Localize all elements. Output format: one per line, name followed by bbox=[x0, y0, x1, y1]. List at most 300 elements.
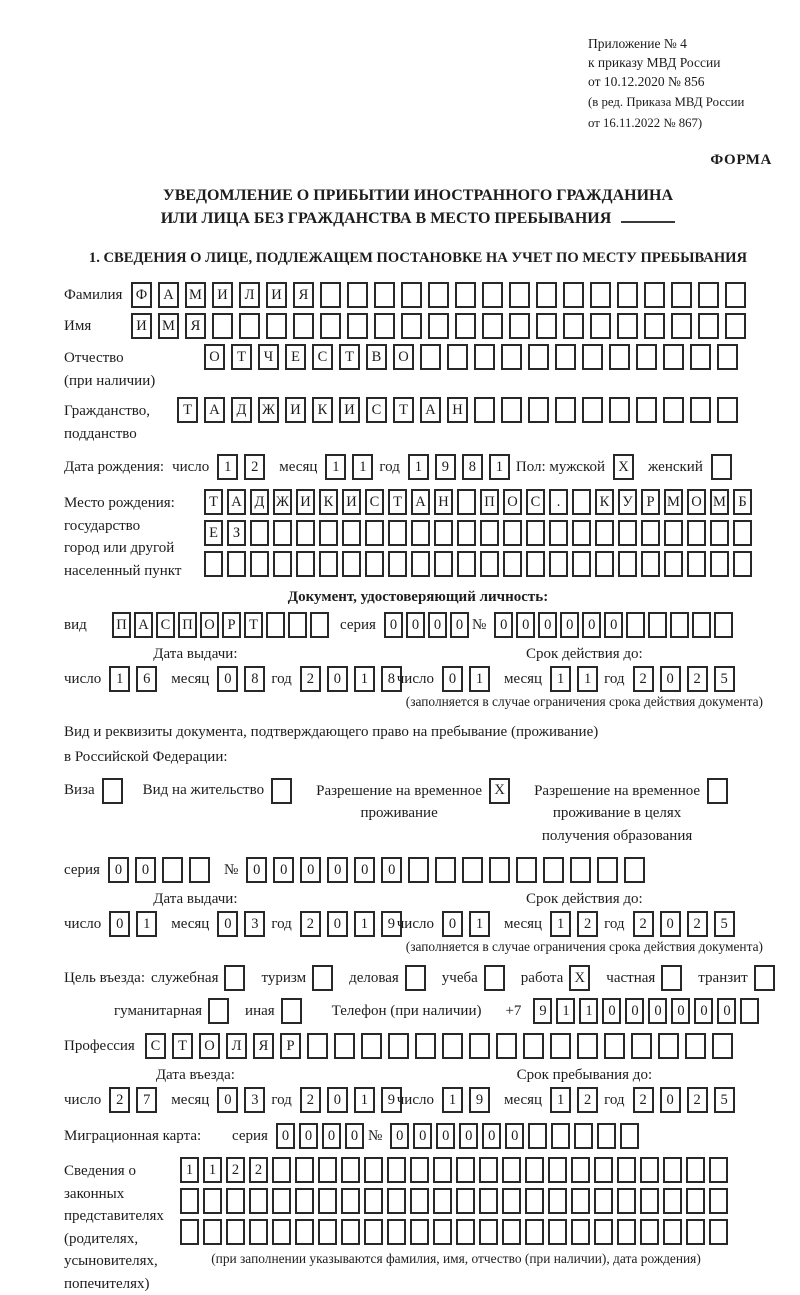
char-cell[interactable] bbox=[528, 397, 549, 423]
char-cell[interactable] bbox=[502, 1219, 521, 1245]
char-cell[interactable] bbox=[555, 344, 576, 370]
char-cell[interactable]: 0 bbox=[390, 1123, 409, 1149]
char-cell[interactable] bbox=[433, 1219, 452, 1245]
char-cell[interactable] bbox=[415, 1033, 436, 1059]
char-cell[interactable] bbox=[717, 344, 738, 370]
char-cell[interactable]: 0 bbox=[108, 857, 129, 883]
char-cell[interactable] bbox=[509, 313, 530, 339]
char-cell[interactable] bbox=[572, 489, 591, 515]
char-cell[interactable]: М bbox=[710, 489, 729, 515]
char-cell[interactable] bbox=[180, 1219, 199, 1245]
char-cell[interactable] bbox=[526, 551, 545, 577]
char-cell[interactable] bbox=[502, 1188, 521, 1214]
char-cell[interactable]: К bbox=[595, 489, 614, 515]
char-cell[interactable]: Н bbox=[434, 489, 453, 515]
char-cell[interactable] bbox=[411, 551, 430, 577]
checkbox-cell[interactable] bbox=[405, 965, 426, 991]
char-cell[interactable]: 9 bbox=[381, 1087, 402, 1113]
char-cell[interactable]: 2 bbox=[577, 1087, 598, 1113]
char-cell[interactable] bbox=[640, 1219, 659, 1245]
char-cell[interactable]: Е bbox=[204, 520, 223, 546]
char-cell[interactable]: 2 bbox=[300, 1087, 321, 1113]
char-cell[interactable]: 2 bbox=[300, 911, 321, 937]
char-cell[interactable] bbox=[525, 1157, 544, 1183]
char-cell[interactable] bbox=[474, 344, 495, 370]
char-cell[interactable] bbox=[571, 1188, 590, 1214]
char-cell[interactable] bbox=[710, 520, 729, 546]
char-cell[interactable]: 2 bbox=[633, 911, 654, 937]
char-cell[interactable] bbox=[536, 282, 557, 308]
char-cell[interactable]: 2 bbox=[687, 1087, 708, 1113]
char-cell[interactable]: 1 bbox=[469, 666, 490, 692]
char-cell[interactable] bbox=[570, 857, 591, 883]
char-cell[interactable]: 0 bbox=[354, 857, 375, 883]
char-cell[interactable]: 9 bbox=[435, 454, 456, 480]
char-cell[interactable] bbox=[597, 1123, 616, 1149]
char-cell[interactable] bbox=[525, 1219, 544, 1245]
char-cell[interactable] bbox=[709, 1157, 728, 1183]
char-cell[interactable]: О bbox=[204, 344, 225, 370]
char-cell[interactable]: О bbox=[503, 489, 522, 515]
char-cell[interactable]: 3 bbox=[244, 911, 265, 937]
char-cell[interactable]: 0 bbox=[345, 1123, 364, 1149]
char-cell[interactable]: Т bbox=[231, 344, 252, 370]
char-cell[interactable] bbox=[387, 1219, 406, 1245]
char-cell[interactable]: 1 bbox=[217, 454, 238, 480]
char-cell[interactable]: А bbox=[204, 397, 225, 423]
char-cell[interactable] bbox=[548, 1188, 567, 1214]
char-cell[interactable] bbox=[740, 998, 759, 1024]
char-cell[interactable]: О bbox=[393, 344, 414, 370]
char-cell[interactable] bbox=[272, 1188, 291, 1214]
char-cell[interactable]: 8 bbox=[381, 666, 402, 692]
char-cell[interactable]: 0 bbox=[327, 1087, 348, 1113]
char-cell[interactable] bbox=[712, 1033, 733, 1059]
char-cell[interactable] bbox=[664, 520, 683, 546]
char-cell[interactable] bbox=[469, 1033, 490, 1059]
char-cell[interactable] bbox=[320, 313, 341, 339]
char-cell[interactable]: 0 bbox=[217, 666, 238, 692]
char-cell[interactable]: А bbox=[420, 397, 441, 423]
char-cell[interactable] bbox=[692, 612, 711, 638]
char-cell[interactable]: Н bbox=[447, 397, 468, 423]
char-cell[interactable] bbox=[456, 1188, 475, 1214]
char-cell[interactable]: 0 bbox=[450, 612, 469, 638]
char-cell[interactable]: М bbox=[664, 489, 683, 515]
char-cell[interactable] bbox=[226, 1219, 245, 1245]
char-cell[interactable]: Т bbox=[339, 344, 360, 370]
char-cell[interactable]: 0 bbox=[217, 1087, 238, 1113]
char-cell[interactable]: Р bbox=[641, 489, 660, 515]
char-cell[interactable] bbox=[266, 313, 287, 339]
char-cell[interactable] bbox=[617, 1157, 636, 1183]
char-cell[interactable]: Т bbox=[388, 489, 407, 515]
char-cell[interactable]: И bbox=[342, 489, 361, 515]
char-cell[interactable]: 0 bbox=[660, 1087, 681, 1113]
char-cell[interactable] bbox=[709, 1188, 728, 1214]
char-cell[interactable] bbox=[631, 1033, 652, 1059]
char-cell[interactable]: С bbox=[365, 489, 384, 515]
char-cell[interactable]: . bbox=[549, 489, 568, 515]
char-cell[interactable] bbox=[582, 344, 603, 370]
checkbox-cell[interactable]: X bbox=[569, 965, 590, 991]
char-cell[interactable] bbox=[620, 1123, 639, 1149]
char-cell[interactable]: 0 bbox=[428, 612, 447, 638]
char-cell[interactable] bbox=[295, 1219, 314, 1245]
char-cell[interactable]: 0 bbox=[384, 612, 403, 638]
char-cell[interactable]: 0 bbox=[648, 998, 667, 1024]
char-cell[interactable] bbox=[480, 520, 499, 546]
char-cell[interactable] bbox=[365, 520, 384, 546]
char-cell[interactable]: К bbox=[312, 397, 333, 423]
char-cell[interactable]: 2 bbox=[244, 454, 265, 480]
char-cell[interactable] bbox=[347, 313, 368, 339]
char-cell[interactable]: О bbox=[199, 1033, 220, 1059]
char-cell[interactable] bbox=[374, 313, 395, 339]
char-cell[interactable]: 6 bbox=[136, 666, 157, 692]
char-cell[interactable] bbox=[595, 551, 614, 577]
char-cell[interactable]: 0 bbox=[436, 1123, 455, 1149]
char-cell[interactable]: Р bbox=[280, 1033, 301, 1059]
char-cell[interactable]: 2 bbox=[687, 666, 708, 692]
char-cell[interactable] bbox=[617, 1188, 636, 1214]
char-cell[interactable]: И bbox=[339, 397, 360, 423]
char-cell[interactable]: А bbox=[158, 282, 179, 308]
char-cell[interactable] bbox=[293, 313, 314, 339]
char-cell[interactable]: 0 bbox=[442, 666, 463, 692]
char-cell[interactable]: Б bbox=[733, 489, 752, 515]
char-cell[interactable] bbox=[442, 1033, 463, 1059]
char-cell[interactable] bbox=[516, 857, 537, 883]
char-cell[interactable] bbox=[456, 1157, 475, 1183]
char-cell[interactable]: 0 bbox=[671, 998, 690, 1024]
char-cell[interactable] bbox=[455, 313, 476, 339]
char-cell[interactable] bbox=[428, 282, 449, 308]
char-cell[interactable]: 2 bbox=[633, 1087, 654, 1113]
char-cell[interactable] bbox=[456, 1219, 475, 1245]
char-cell[interactable] bbox=[624, 857, 645, 883]
char-cell[interactable]: 5 bbox=[714, 666, 735, 692]
char-cell[interactable] bbox=[571, 1157, 590, 1183]
char-cell[interactable]: М bbox=[158, 313, 179, 339]
char-cell[interactable] bbox=[374, 282, 395, 308]
char-cell[interactable] bbox=[401, 313, 422, 339]
char-cell[interactable] bbox=[617, 1219, 636, 1245]
char-cell[interactable] bbox=[342, 551, 361, 577]
char-cell[interactable] bbox=[296, 520, 315, 546]
char-cell[interactable]: 9 bbox=[469, 1087, 490, 1113]
char-cell[interactable]: 2 bbox=[687, 911, 708, 937]
checkbox-cell[interactable] bbox=[271, 778, 292, 804]
char-cell[interactable]: 0 bbox=[717, 998, 736, 1024]
char-cell[interactable]: 1 bbox=[354, 666, 375, 692]
char-cell[interactable] bbox=[597, 857, 618, 883]
char-cell[interactable]: 2 bbox=[249, 1157, 268, 1183]
char-cell[interactable] bbox=[685, 1033, 706, 1059]
char-cell[interactable] bbox=[239, 313, 260, 339]
char-cell[interactable]: 1 bbox=[352, 454, 373, 480]
char-cell[interactable] bbox=[582, 397, 603, 423]
char-cell[interactable]: 1 bbox=[489, 454, 510, 480]
char-cell[interactable]: Р bbox=[222, 612, 241, 638]
char-cell[interactable] bbox=[388, 1033, 409, 1059]
char-cell[interactable]: Т bbox=[244, 612, 263, 638]
char-cell[interactable]: С bbox=[526, 489, 545, 515]
char-cell[interactable] bbox=[550, 1033, 571, 1059]
char-cell[interactable] bbox=[341, 1219, 360, 1245]
char-cell[interactable]: 1 bbox=[354, 911, 375, 937]
char-cell[interactable]: 2 bbox=[226, 1157, 245, 1183]
char-cell[interactable] bbox=[618, 551, 637, 577]
char-cell[interactable]: С bbox=[366, 397, 387, 423]
char-cell[interactable] bbox=[388, 520, 407, 546]
char-cell[interactable]: 0 bbox=[273, 857, 294, 883]
char-cell[interactable] bbox=[698, 313, 719, 339]
char-cell[interactable]: Ч bbox=[258, 344, 279, 370]
char-cell[interactable]: 1 bbox=[469, 911, 490, 937]
char-cell[interactable] bbox=[203, 1219, 222, 1245]
char-cell[interactable] bbox=[364, 1157, 383, 1183]
char-cell[interactable] bbox=[686, 1219, 705, 1245]
char-cell[interactable] bbox=[525, 1188, 544, 1214]
char-cell[interactable]: 1 bbox=[180, 1157, 199, 1183]
char-cell[interactable] bbox=[273, 551, 292, 577]
char-cell[interactable]: Ф bbox=[131, 282, 152, 308]
char-cell[interactable] bbox=[717, 397, 738, 423]
checkbox-cell[interactable] bbox=[208, 998, 229, 1024]
char-cell[interactable] bbox=[435, 857, 456, 883]
char-cell[interactable] bbox=[690, 344, 711, 370]
char-cell[interactable]: 0 bbox=[300, 857, 321, 883]
char-cell[interactable]: 0 bbox=[625, 998, 644, 1024]
char-cell[interactable] bbox=[725, 282, 746, 308]
char-cell[interactable] bbox=[572, 520, 591, 546]
char-cell[interactable] bbox=[686, 1188, 705, 1214]
char-cell[interactable]: 0 bbox=[135, 857, 156, 883]
char-cell[interactable]: А bbox=[411, 489, 430, 515]
char-cell[interactable] bbox=[307, 1033, 328, 1059]
char-cell[interactable] bbox=[489, 857, 510, 883]
char-cell[interactable]: 1 bbox=[577, 666, 598, 692]
char-cell[interactable] bbox=[411, 520, 430, 546]
char-cell[interactable] bbox=[347, 282, 368, 308]
char-cell[interactable]: Д bbox=[250, 489, 269, 515]
char-cell[interactable] bbox=[250, 520, 269, 546]
char-cell[interactable] bbox=[617, 282, 638, 308]
char-cell[interactable]: 0 bbox=[327, 857, 348, 883]
char-cell[interactable] bbox=[636, 397, 657, 423]
char-cell[interactable]: 1 bbox=[136, 911, 157, 937]
char-cell[interactable] bbox=[310, 612, 329, 638]
char-cell[interactable] bbox=[457, 551, 476, 577]
char-cell[interactable] bbox=[447, 344, 468, 370]
char-cell[interactable] bbox=[594, 1157, 613, 1183]
char-cell[interactable]: 0 bbox=[246, 857, 267, 883]
char-cell[interactable] bbox=[658, 1033, 679, 1059]
char-cell[interactable]: С bbox=[312, 344, 333, 370]
char-cell[interactable] bbox=[420, 344, 441, 370]
char-cell[interactable] bbox=[618, 520, 637, 546]
char-cell[interactable] bbox=[410, 1219, 429, 1245]
char-cell[interactable]: И bbox=[266, 282, 287, 308]
char-cell[interactable]: 1 bbox=[203, 1157, 222, 1183]
checkbox-cell[interactable] bbox=[102, 778, 123, 804]
char-cell[interactable] bbox=[365, 551, 384, 577]
char-cell[interactable]: 0 bbox=[505, 1123, 524, 1149]
char-cell[interactable]: Ж bbox=[273, 489, 292, 515]
char-cell[interactable] bbox=[433, 1157, 452, 1183]
char-cell[interactable] bbox=[670, 612, 689, 638]
char-cell[interactable] bbox=[501, 344, 522, 370]
char-cell[interactable]: 1 bbox=[325, 454, 346, 480]
char-cell[interactable] bbox=[318, 1157, 337, 1183]
char-cell[interactable] bbox=[249, 1188, 268, 1214]
char-cell[interactable] bbox=[295, 1157, 314, 1183]
char-cell[interactable] bbox=[334, 1033, 355, 1059]
char-cell[interactable]: Т bbox=[204, 489, 223, 515]
char-cell[interactable] bbox=[341, 1188, 360, 1214]
char-cell[interactable] bbox=[526, 520, 545, 546]
char-cell[interactable]: 0 bbox=[694, 998, 713, 1024]
char-cell[interactable] bbox=[272, 1157, 291, 1183]
char-cell[interactable]: А bbox=[227, 489, 246, 515]
char-cell[interactable] bbox=[204, 551, 223, 577]
char-cell[interactable] bbox=[288, 612, 307, 638]
checkbox-cell[interactable] bbox=[754, 965, 775, 991]
char-cell[interactable] bbox=[501, 397, 522, 423]
checkbox-cell[interactable] bbox=[312, 965, 333, 991]
checkbox-cell[interactable] bbox=[224, 965, 245, 991]
checkbox-cell[interactable] bbox=[661, 965, 682, 991]
char-cell[interactable] bbox=[663, 397, 684, 423]
char-cell[interactable]: П bbox=[480, 489, 499, 515]
char-cell[interactable] bbox=[663, 1219, 682, 1245]
char-cell[interactable]: З bbox=[227, 520, 246, 546]
char-cell[interactable] bbox=[636, 344, 657, 370]
char-cell[interactable] bbox=[543, 857, 564, 883]
char-cell[interactable] bbox=[273, 520, 292, 546]
char-cell[interactable] bbox=[482, 282, 503, 308]
char-cell[interactable] bbox=[361, 1033, 382, 1059]
char-cell[interactable] bbox=[710, 551, 729, 577]
char-cell[interactable] bbox=[227, 551, 246, 577]
char-cell[interactable]: 0 bbox=[494, 612, 513, 638]
char-cell[interactable] bbox=[671, 282, 692, 308]
char-cell[interactable] bbox=[496, 1033, 517, 1059]
char-cell[interactable] bbox=[725, 313, 746, 339]
char-cell[interactable] bbox=[687, 520, 706, 546]
char-cell[interactable] bbox=[364, 1188, 383, 1214]
char-cell[interactable] bbox=[626, 612, 645, 638]
char-cell[interactable] bbox=[663, 1188, 682, 1214]
char-cell[interactable] bbox=[644, 282, 665, 308]
char-cell[interactable] bbox=[551, 1123, 570, 1149]
char-cell[interactable]: 0 bbox=[327, 666, 348, 692]
char-cell[interactable] bbox=[319, 551, 338, 577]
char-cell[interactable] bbox=[296, 551, 315, 577]
char-cell[interactable] bbox=[572, 551, 591, 577]
char-cell[interactable] bbox=[457, 520, 476, 546]
char-cell[interactable] bbox=[480, 551, 499, 577]
char-cell[interactable]: Д bbox=[231, 397, 252, 423]
char-cell[interactable] bbox=[295, 1188, 314, 1214]
char-cell[interactable]: 0 bbox=[109, 911, 130, 937]
char-cell[interactable]: У bbox=[618, 489, 637, 515]
char-cell[interactable] bbox=[571, 1219, 590, 1245]
char-cell[interactable]: 2 bbox=[300, 666, 321, 692]
char-cell[interactable]: 3 bbox=[244, 1087, 265, 1113]
char-cell[interactable]: 0 bbox=[381, 857, 402, 883]
char-cell[interactable] bbox=[648, 612, 667, 638]
char-cell[interactable] bbox=[502, 1157, 521, 1183]
char-cell[interactable]: 0 bbox=[442, 911, 463, 937]
char-cell[interactable] bbox=[479, 1188, 498, 1214]
char-cell[interactable] bbox=[590, 282, 611, 308]
char-cell[interactable] bbox=[226, 1188, 245, 1214]
char-cell[interactable]: М bbox=[185, 282, 206, 308]
checkbox-cell[interactable] bbox=[711, 454, 732, 480]
char-cell[interactable]: 0 bbox=[299, 1123, 318, 1149]
char-cell[interactable] bbox=[686, 1157, 705, 1183]
char-cell[interactable] bbox=[249, 1219, 268, 1245]
char-cell[interactable] bbox=[318, 1188, 337, 1214]
char-cell[interactable]: Л bbox=[226, 1033, 247, 1059]
char-cell[interactable]: С bbox=[145, 1033, 166, 1059]
char-cell[interactable] bbox=[387, 1188, 406, 1214]
char-cell[interactable] bbox=[410, 1188, 429, 1214]
char-cell[interactable] bbox=[528, 344, 549, 370]
char-cell[interactable] bbox=[319, 520, 338, 546]
char-cell[interactable]: 1 bbox=[408, 454, 429, 480]
char-cell[interactable] bbox=[318, 1219, 337, 1245]
char-cell[interactable]: Л bbox=[239, 282, 260, 308]
char-cell[interactable] bbox=[617, 313, 638, 339]
char-cell[interactable] bbox=[609, 397, 630, 423]
char-cell[interactable] bbox=[698, 282, 719, 308]
char-cell[interactable]: И bbox=[212, 282, 233, 308]
char-cell[interactable]: Т bbox=[177, 397, 198, 423]
checkbox-cell[interactable]: X bbox=[489, 778, 510, 804]
char-cell[interactable]: П bbox=[178, 612, 197, 638]
char-cell[interactable]: П bbox=[112, 612, 131, 638]
char-cell[interactable]: 0 bbox=[660, 911, 681, 937]
char-cell[interactable]: 2 bbox=[633, 666, 654, 692]
char-cell[interactable]: К bbox=[319, 489, 338, 515]
char-cell[interactable] bbox=[604, 1033, 625, 1059]
char-cell[interactable] bbox=[594, 1188, 613, 1214]
char-cell[interactable]: В bbox=[366, 344, 387, 370]
char-cell[interactable]: И bbox=[131, 313, 152, 339]
char-cell[interactable]: О bbox=[687, 489, 706, 515]
char-cell[interactable]: С bbox=[156, 612, 175, 638]
char-cell[interactable] bbox=[509, 282, 530, 308]
char-cell[interactable] bbox=[474, 397, 495, 423]
char-cell[interactable]: 9 bbox=[533, 998, 552, 1024]
char-cell[interactable] bbox=[528, 1123, 547, 1149]
char-cell[interactable] bbox=[548, 1157, 567, 1183]
char-cell[interactable] bbox=[482, 313, 503, 339]
char-cell[interactable] bbox=[733, 551, 752, 577]
char-cell[interactable] bbox=[250, 551, 269, 577]
char-cell[interactable] bbox=[462, 857, 483, 883]
checkbox-cell[interactable] bbox=[281, 998, 302, 1024]
char-cell[interactable] bbox=[342, 520, 361, 546]
char-cell[interactable]: 1 bbox=[556, 998, 575, 1024]
char-cell[interactable]: 1 bbox=[109, 666, 130, 692]
char-cell[interactable]: 9 bbox=[381, 911, 402, 937]
char-cell[interactable]: 0 bbox=[327, 911, 348, 937]
char-cell[interactable] bbox=[709, 1219, 728, 1245]
